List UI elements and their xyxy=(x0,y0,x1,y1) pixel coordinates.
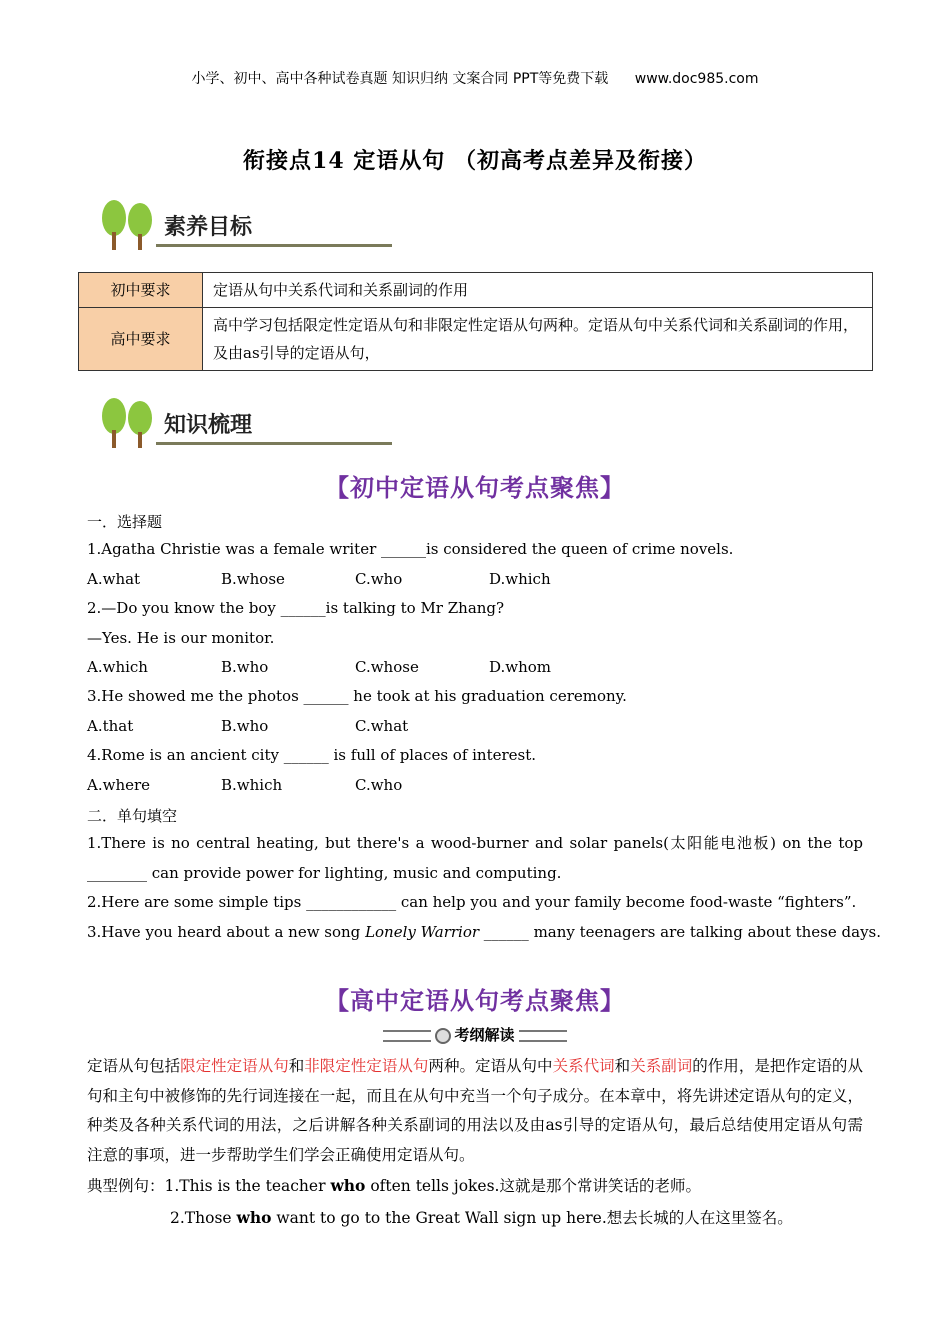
senior-heading: 【高中定语从句考点聚焦】 xyxy=(325,986,625,1015)
option: A.that xyxy=(87,717,134,735)
page-header xyxy=(0,68,950,88)
syllabus-banner xyxy=(0,1024,950,1045)
option: B.which xyxy=(221,776,283,794)
fill-2: 2.Here are some simple tips ____________ can help you and your family become food-waste “fighters”. xyxy=(87,893,857,911)
fill-1: 1.There is no central heating, but there's a wood-burner and solar panels(太阳能电池板) on the top ________ can provide power for lighting, music and computing. xyxy=(87,834,863,882)
page-title: 衔接点14 定语从句 （初高考点差异及衔接） xyxy=(243,148,707,174)
highlight-term: 限定性定语从句 xyxy=(180,1057,289,1075)
text-run: 两种。定语从句中 xyxy=(428,1057,553,1075)
option: C.who xyxy=(355,776,403,794)
tree-icon xyxy=(96,394,160,452)
option: D.whom xyxy=(489,658,552,676)
option: D.which xyxy=(489,570,551,588)
song-title: Lonely Warrior xyxy=(365,923,480,941)
badge-label: 素养目标 xyxy=(164,215,253,240)
option: C.who xyxy=(355,570,403,588)
example-label: 典型例句： xyxy=(87,1177,165,1195)
highlight-term: 非限定性定语从句 xyxy=(304,1057,429,1075)
option: B.who xyxy=(221,717,269,735)
header-site[interactable]: www.doc985.com xyxy=(634,71,759,87)
question-2-reply: —Yes. He is our monitor. xyxy=(87,629,275,647)
example-2 xyxy=(170,1206,793,1228)
text-run: 的作用，是把作定语的从句和主句中被修饰的先行词连接在一起，而且在从句中充当一个句子成分。在本章中，将先讲述定语从句的定义，种类及各种关系代词的用法，之后讲解各种关系副词的用法以及由as引导的定语从句，最后总结使用定语从句需注意的事项，进一步帮助学生们学会正确使用定语从句。 xyxy=(87,1057,863,1164)
section-badge-goals xyxy=(96,196,306,254)
magnifier-icon xyxy=(435,1028,451,1044)
text-run: 定语从句包括 xyxy=(87,1057,181,1075)
tree-icon xyxy=(96,196,160,254)
table-row xyxy=(79,308,873,371)
option: A.which xyxy=(87,658,148,676)
question-4: 4.Rome is an ancient city ______ is full of places of interest. xyxy=(87,746,537,764)
part1-title: 一．选择题 xyxy=(87,513,163,531)
keyword: who xyxy=(330,1176,366,1195)
junior-heading: 【初中定语从句考点聚焦】 xyxy=(325,473,625,502)
text-run: 和 xyxy=(614,1057,631,1075)
example-1 xyxy=(87,1174,701,1196)
row-label: 初中要求 xyxy=(79,273,203,308)
option: A.where xyxy=(87,776,151,794)
badge-underline xyxy=(156,442,392,445)
question-3: 3.He showed me the photos ______ he took at his graduation ceremony. xyxy=(87,687,627,705)
double-line-left xyxy=(383,1030,431,1042)
option: B.whose xyxy=(221,570,285,588)
row-content: 定语从句中关系代词和关系副词的作用 xyxy=(203,273,873,308)
row-content: 高中学习包括限定性定语从句和非限定性定语从句两种。定语从句中关系代词和关系副词的作用，及由as引导的定语从句， xyxy=(203,308,873,371)
senior-paragraph xyxy=(87,1052,863,1170)
keyword: who xyxy=(236,1208,272,1227)
row-label: 高中要求 xyxy=(79,308,203,371)
text-run: 1.This is the teacher xyxy=(164,1177,331,1195)
badge-underline xyxy=(156,244,392,247)
requirements-table xyxy=(78,272,873,371)
option: C.what xyxy=(355,717,409,735)
fill-3 xyxy=(87,923,881,941)
badge-label: 知识梳理 xyxy=(164,413,253,438)
highlight-term: 关系代词 xyxy=(552,1057,615,1075)
option: A.what xyxy=(87,570,141,588)
question-2: 2.—Do you know the boy ______is talking to Mr Zhang? xyxy=(87,599,505,617)
syllabus-label: 考纲解读 xyxy=(454,1026,515,1044)
question-1: 1.Agatha Christie was a female writer ______is considered the queen of crime novels. xyxy=(87,540,734,558)
text-run: often tells jokes.这就是那个常讲笑话的老师。 xyxy=(365,1177,701,1195)
highlight-term: 关系副词 xyxy=(630,1057,693,1075)
table-row xyxy=(79,273,873,308)
fill-3-pre: 3.Have you heard about a new song xyxy=(87,923,366,941)
header-text: 小学、初中、高中各种试卷真题 知识归纳 文案合同 PPT等免费下载 xyxy=(191,71,609,87)
section-badge-knowledge xyxy=(96,394,306,452)
option: C.whose xyxy=(355,658,419,676)
text-run: 和 xyxy=(288,1057,305,1075)
part2-title: 二．单句填空 xyxy=(87,807,178,825)
text-run: 2.Those xyxy=(170,1209,237,1227)
fill-3-post: ______ many teenagers are talking about these days. xyxy=(479,923,882,941)
text-run: want to go to the Great Wall sign up here.想去长城的人在这里签名。 xyxy=(271,1209,793,1227)
option: B.who xyxy=(221,658,269,676)
double-line-right xyxy=(519,1030,567,1042)
